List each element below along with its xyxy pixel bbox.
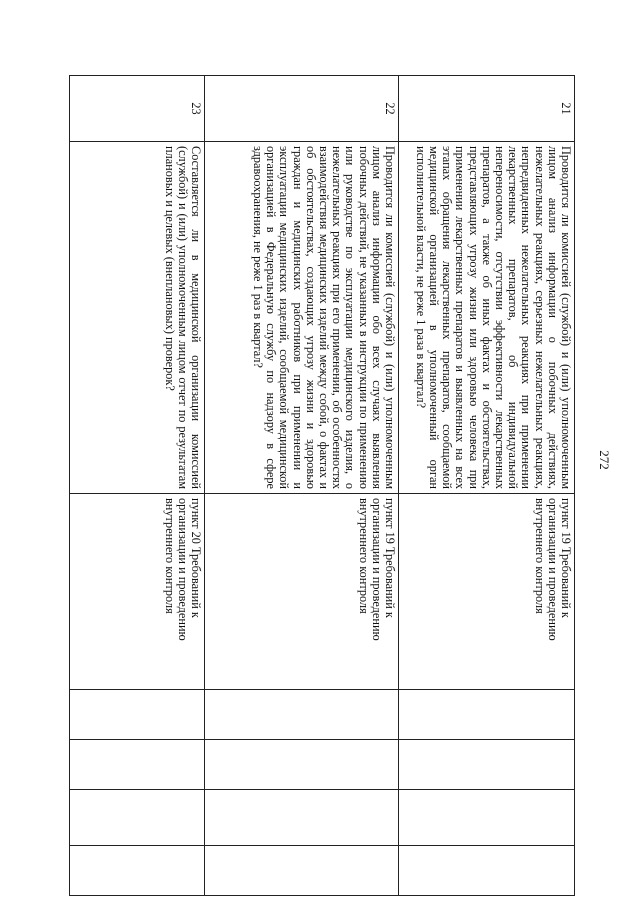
answer-cell-no [70,740,205,790]
requirement-reference: пункт 19 Требований к организации и проведению внутреннего контроля [399,494,575,690]
answer-cell-note [205,846,399,896]
question-text: Составляется ли в медицинской организации комиссией (службой) и (или) уполномоченным лицом отчет по результатам плановых и целевых (внеплановых) проверок? [70,142,205,494]
rotated-page-content [70,75,575,895]
requirement-reference: пункт 20 Требований к организации и проведению внутреннего контроля [70,494,205,690]
answer-cell-not-applicable [205,790,399,846]
page-number: 272 [597,450,612,470]
answer-cell-note [399,846,575,896]
table-row [399,76,575,896]
question-text: Проводится ли комиссией (службой) и (или) уполномоченным лицом анализ информации обо всех случаях выявления побочных действий, не указанных в инструкции по применению или руководстве по эксплуатации медицинского изделия, о нежелательных реакциях при его применении, об особенностях взаимодействия медицинских изделий между собой, о фактах и об обстоятельствах, создающих угрозу жизни и здоровью граждан и медицинских работников при применении и эксплуатации медицинских изделий, сообщаемой медицинской организацией в Федеральную службу по надзору в сфере здравоохранения, не реже 1 раз в квартал? [205,142,399,494]
answer-cell-no [399,740,575,790]
table-row [70,76,205,896]
answer-cell-no [205,740,399,790]
answer-cell-not-applicable [399,790,575,846]
answer-cell-yes [205,690,399,740]
answer-cell-yes [399,690,575,740]
row-number: 21 [399,76,575,142]
question-text: Проводится ли комиссией (службой) и (или) уполномоченным лицом анализ информации о побочных действиях, нежелательных реакциях, серьезных нежелательных реакциях, непредвиденных нежелательных реакциях при применении лекарственных препаратов, об индивидуальной непереносимости, отсутствии эффективности лекарственных препаратов, а также об иных фактах и обстоятельствах, представляющих угрозу жизни или здоровью человека при применении лекарственных препаратов и выявленных на всех этапах обращения лекарственных препаратов, сообщаемой медицинской организацией в уполномоченный орган исполнительной власти, не реже 1 раза в квартал? [399,142,575,494]
requirement-reference: пункт 19 Требований к организации и проведению внутреннего контроля [205,494,399,690]
answer-cell-yes [70,690,205,740]
row-number: 23 [70,76,205,142]
checklist-table [69,75,575,896]
table-row [205,76,399,896]
answer-cell-not-applicable [70,790,205,846]
row-number: 22 [205,76,399,142]
answer-cell-note [70,846,205,896]
